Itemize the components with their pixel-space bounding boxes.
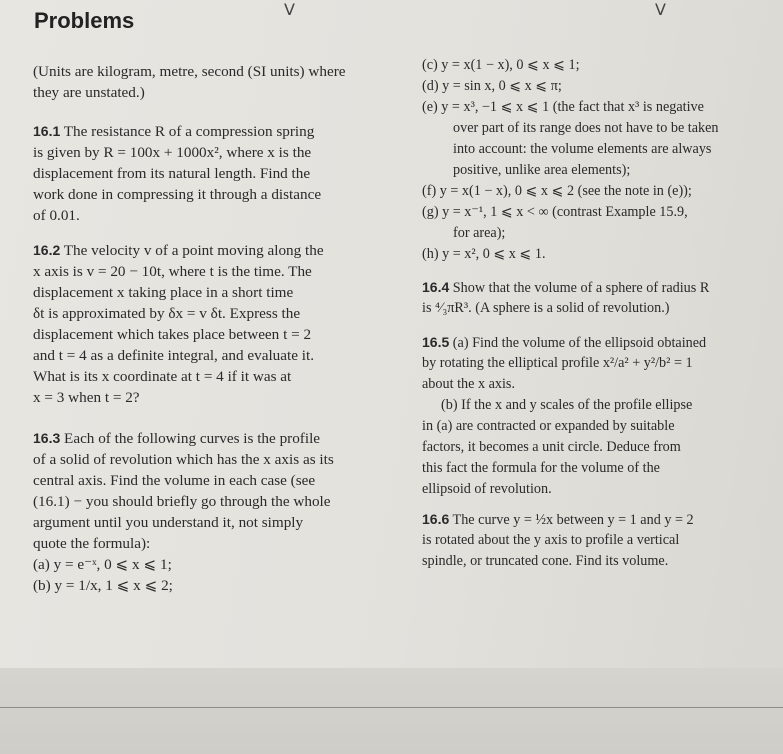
problem-16-5 xyxy=(422,335,706,350)
pen-mark: V xyxy=(655,0,666,19)
problem-text: The curve y = ½x between y = 1 and y = 2 xyxy=(449,512,694,528)
problem-text: The velocity v of a point moving along the xyxy=(60,242,324,259)
problem-16-2 xyxy=(33,243,324,258)
problem-text: δt is approximated by δx = v δt. Express the xyxy=(33,305,301,322)
problem-text: this fact the formula for the volume of the xyxy=(422,460,660,476)
problem-16-3 xyxy=(33,431,320,446)
problem-16-1 xyxy=(33,124,314,139)
problem-text: in (a) are contracted or expanded by suitable xyxy=(422,418,675,434)
problem-16-4 xyxy=(422,280,709,295)
problem-text: (b) If the x and y scales of the profile ellipse xyxy=(441,397,693,413)
page-shadow xyxy=(0,668,783,754)
problem-text: displacement x taking place in a short time xyxy=(33,284,294,301)
problem-text: (a) Find the volume of the ellipsoid obtained xyxy=(449,335,707,351)
units-note: they are unstated.) xyxy=(33,84,145,101)
problem-part: (g) y = x⁻¹, 1 ⩽ x < ∞ (contrast Example 15.9, xyxy=(422,204,688,220)
problem-text: is given by R = 100x + 1000x², where x is the xyxy=(33,144,312,161)
problem-text: positive, unlike area elements); xyxy=(453,162,631,178)
problem-number: 16.3 xyxy=(33,430,61,446)
problem-text: The resistance R of a compression spring xyxy=(60,123,315,140)
problem-number: 16.6 xyxy=(422,511,450,527)
problem-text: and t = 4 as a definite integral, and evaluate it. xyxy=(33,347,314,364)
units-note: (Units are kilogram, metre, second (SI units) where xyxy=(33,63,346,80)
page-edge xyxy=(0,707,783,708)
problem-text: Each of the following curves is the profile xyxy=(60,430,321,447)
problem-part: (c) y = x(1 − x), 0 ⩽ x ⩽ 1; xyxy=(422,57,580,73)
problem-text: argument until you understand it, not simply xyxy=(33,514,304,531)
problem-text: by rotating the elliptical profile x²/a² + y²/b² = 1 xyxy=(422,355,693,371)
problem-text: for area); xyxy=(453,225,506,241)
problem-text: spindle, or truncated cone. Find its volume. xyxy=(422,553,669,569)
problem-number: 16.4 xyxy=(422,279,450,295)
problem-text: Show that the volume of a sphere of radius R xyxy=(449,280,710,296)
problem-text: about the x axis. xyxy=(422,376,515,392)
problem-text: x = 3 when t = 2? xyxy=(33,389,140,406)
problem-text: work done in compressing it through a distance xyxy=(33,186,322,203)
problem-number: 16.5 xyxy=(422,334,450,350)
problem-text: (16.1) − you should briefly go through the whole xyxy=(33,493,331,510)
problem-text: is rotated about the y axis to profile a vertical xyxy=(422,532,680,548)
problem-text: central axis. Find the volume in each case (see xyxy=(33,472,316,489)
problem-number: 16.1 xyxy=(33,123,61,139)
problem-text: quote the formula): xyxy=(33,535,151,552)
problem-text: x axis is v = 20 − 10t, where t is the time. The xyxy=(33,263,312,280)
problem-text: displacement which takes place between t = 2 xyxy=(33,326,312,343)
problem-part: (b) y = 1/x, 1 ⩽ x ⩽ 2; xyxy=(33,577,173,594)
page-title: Problems xyxy=(34,8,135,33)
problem-part: (e) y = x³, −1 ⩽ x ⩽ 1 (the fact that x³ is negative xyxy=(422,99,704,115)
problem-part: (d) y = sin x, 0 ⩽ x ⩽ π; xyxy=(422,78,562,94)
pen-mark: V xyxy=(284,0,295,19)
problem-text: into account: the volume elements are always xyxy=(453,141,712,157)
problem-part: (h) y = x², 0 ⩽ x ⩽ 1. xyxy=(422,246,546,262)
problem-text: ellipsoid of revolution. xyxy=(422,481,552,497)
problem-16-6 xyxy=(422,512,694,527)
problem-part: (f) y = x(1 − x), 0 ⩽ x ⩽ 2 (see the note in (e)); xyxy=(422,183,692,199)
problem-text: of a solid of revolution which has the x axis as its xyxy=(33,451,334,468)
problem-text: is ⁴⁄₃πR³. (A sphere is a solid of revolution.) xyxy=(422,300,670,316)
problem-text: over part of its range does not have to be taken xyxy=(453,120,719,136)
problem-text: What is its x coordinate at t = 4 if it was at xyxy=(33,368,292,385)
problem-text: factors, it becomes a unit circle. Deduce from xyxy=(422,439,681,455)
problem-text: displacement from its natural length. Find the xyxy=(33,165,311,182)
problem-part: (a) y = e⁻ˣ, 0 ⩽ x ⩽ 1; xyxy=(33,556,172,573)
problem-number: 16.2 xyxy=(33,242,61,258)
problem-text: of 0.01. xyxy=(33,207,80,224)
